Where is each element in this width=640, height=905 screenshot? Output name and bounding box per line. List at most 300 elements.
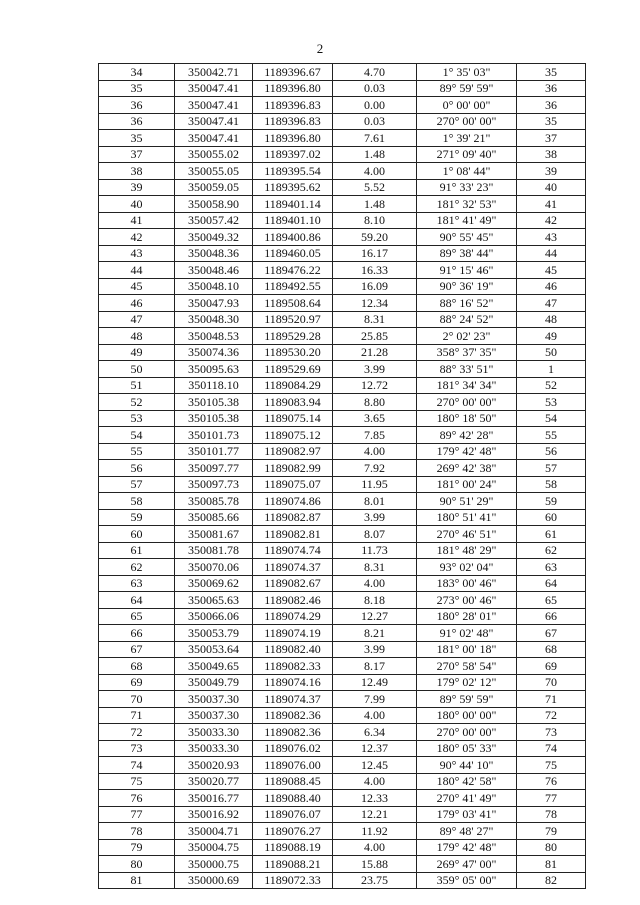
point-number-cell: 36 [99,113,175,130]
table-row [99,526,586,543]
bearing-cell: 88° 16' 52" [417,295,517,312]
y-coordinate-cell: 1189396.80 [253,80,333,97]
point-number-cell: 57 [99,476,175,493]
next-point-cell: 50 [517,344,586,361]
bearing-cell: 89° 59' 59" [417,80,517,97]
bearing-cell: 90° 44' 10" [417,757,517,774]
point-number-cell: 56 [99,460,175,477]
bearing-cell: 88° 33' 51" [417,361,517,378]
next-point-cell: 56 [517,443,586,460]
bearing-cell: 89° 48' 27" [417,823,517,840]
x-coordinate-cell: 350081.78 [175,542,253,559]
distance-cell: 16.09 [333,278,417,295]
bearing-cell: 269° 42' 38" [417,460,517,477]
table-row [99,476,586,493]
bearing-cell: 181° 32' 53" [417,196,517,213]
next-point-cell: 71 [517,691,586,708]
x-coordinate-cell: 350097.77 [175,460,253,477]
bearing-cell: 181° 41' 49" [417,212,517,229]
y-coordinate-cell: 1189082.67 [253,575,333,592]
bearing-cell: 270° 46' 51" [417,526,517,543]
next-point-cell: 58 [517,476,586,493]
table-row [99,509,586,526]
distance-cell: 8.31 [333,559,417,576]
x-coordinate-cell: 350042.71 [175,64,253,81]
bearing-cell: 91° 02' 48" [417,625,517,642]
distance-cell: 4.00 [333,575,417,592]
x-coordinate-cell: 350057.42 [175,212,253,229]
y-coordinate-cell: 1189520.97 [253,311,333,328]
x-coordinate-cell: 350055.02 [175,146,253,163]
y-coordinate-cell: 1189396.83 [253,113,333,130]
point-number-cell: 69 [99,674,175,691]
next-point-cell: 38 [517,146,586,163]
table-row [99,163,586,180]
next-point-cell: 73 [517,724,586,741]
point-number-cell: 36 [99,97,175,114]
table-row [99,97,586,114]
y-coordinate-cell: 1189396.67 [253,64,333,81]
point-number-cell: 49 [99,344,175,361]
y-coordinate-cell: 1189082.99 [253,460,333,477]
table-row [99,724,586,741]
point-number-cell: 59 [99,509,175,526]
y-coordinate-cell: 1189401.10 [253,212,333,229]
next-point-cell: 39 [517,163,586,180]
table-row [99,427,586,444]
point-number-cell: 52 [99,394,175,411]
x-coordinate-cell: 350020.77 [175,773,253,790]
point-number-cell: 64 [99,592,175,609]
y-coordinate-cell: 1189074.19 [253,625,333,642]
bearing-cell: 2° 02' 23" [417,328,517,345]
point-number-cell: 60 [99,526,175,543]
distance-cell: 12.45 [333,757,417,774]
table-row [99,542,586,559]
point-number-cell: 39 [99,179,175,196]
x-coordinate-cell: 350004.71 [175,823,253,840]
point-number-cell: 67 [99,641,175,658]
y-coordinate-cell: 1189076.00 [253,757,333,774]
bearing-cell: 359° 05' 00" [417,872,517,889]
table-row [99,344,586,361]
table-row [99,740,586,757]
bearing-cell: 0° 00' 00" [417,97,517,114]
y-coordinate-cell: 1189395.62 [253,179,333,196]
bearing-cell: 270° 00' 00" [417,394,517,411]
point-number-cell: 54 [99,427,175,444]
bearing-cell: 183° 00' 46" [417,575,517,592]
distance-cell: 8.21 [333,625,417,642]
next-point-cell: 67 [517,625,586,642]
x-coordinate-cell: 350033.30 [175,740,253,757]
bearing-cell: 270° 58' 54" [417,658,517,675]
point-number-cell: 78 [99,823,175,840]
y-coordinate-cell: 1189396.83 [253,97,333,114]
next-point-cell: 49 [517,328,586,345]
bearing-cell: 90° 55' 45" [417,229,517,246]
x-coordinate-cell: 350101.73 [175,427,253,444]
coordinates-table [98,63,586,889]
bearing-cell: 270° 00' 00" [417,113,517,130]
table-row [99,212,586,229]
next-point-cell: 81 [517,856,586,873]
y-coordinate-cell: 1189401.14 [253,196,333,213]
table-row [99,278,586,295]
distance-cell: 15.88 [333,856,417,873]
bearing-cell: 90° 51' 29" [417,493,517,510]
table-row [99,872,586,889]
next-point-cell: 60 [517,509,586,526]
x-coordinate-cell: 350074.36 [175,344,253,361]
table-row [99,575,586,592]
y-coordinate-cell: 1189088.40 [253,790,333,807]
x-coordinate-cell: 350048.30 [175,311,253,328]
y-coordinate-cell: 1189072.33 [253,872,333,889]
y-coordinate-cell: 1189082.46 [253,592,333,609]
next-point-cell: 47 [517,295,586,312]
distance-cell: 12.37 [333,740,417,757]
point-number-cell: 70 [99,691,175,708]
y-coordinate-cell: 1189476.22 [253,262,333,279]
y-coordinate-cell: 1189083.94 [253,394,333,411]
x-coordinate-cell: 350065.63 [175,592,253,609]
next-point-cell: 72 [517,707,586,724]
next-point-cell: 77 [517,790,586,807]
y-coordinate-cell: 1189396.80 [253,130,333,147]
bearing-cell: 179° 02' 12" [417,674,517,691]
table-row [99,361,586,378]
next-point-cell: 35 [517,113,586,130]
x-coordinate-cell: 350101.77 [175,443,253,460]
x-coordinate-cell: 350085.78 [175,493,253,510]
next-point-cell: 76 [517,773,586,790]
table-row [99,179,586,196]
next-point-cell: 65 [517,592,586,609]
point-number-cell: 37 [99,146,175,163]
bearing-cell: 181° 48' 29" [417,542,517,559]
next-point-cell: 53 [517,394,586,411]
table-row [99,229,586,246]
bearing-cell: 271° 09' 40" [417,146,517,163]
bearing-cell: 89° 38' 44" [417,245,517,262]
distance-cell: 8.01 [333,493,417,510]
distance-cell: 7.92 [333,460,417,477]
distance-cell: 21.28 [333,344,417,361]
point-number-cell: 76 [99,790,175,807]
x-coordinate-cell: 350047.41 [175,130,253,147]
table-row [99,608,586,625]
table-row [99,691,586,708]
distance-cell: 11.92 [333,823,417,840]
x-coordinate-cell: 350048.53 [175,328,253,345]
y-coordinate-cell: 1189395.54 [253,163,333,180]
table-row [99,113,586,130]
point-number-cell: 51 [99,377,175,394]
x-coordinate-cell: 350049.32 [175,229,253,246]
next-point-cell: 82 [517,872,586,889]
distance-cell: 16.33 [333,262,417,279]
distance-cell: 23.75 [333,872,417,889]
point-number-cell: 74 [99,757,175,774]
y-coordinate-cell: 1189397.02 [253,146,333,163]
table-row [99,394,586,411]
distance-cell: 7.85 [333,427,417,444]
distance-cell: 6.34 [333,724,417,741]
bearing-cell: 181° 00' 24" [417,476,517,493]
next-point-cell: 44 [517,245,586,262]
point-number-cell: 71 [99,707,175,724]
distance-cell: 12.27 [333,608,417,625]
next-point-cell: 40 [517,179,586,196]
y-coordinate-cell: 1189075.07 [253,476,333,493]
point-number-cell: 38 [99,163,175,180]
y-coordinate-cell: 1189082.87 [253,509,333,526]
next-point-cell: 52 [517,377,586,394]
distance-cell: 12.72 [333,377,417,394]
x-coordinate-cell: 350059.05 [175,179,253,196]
distance-cell: 3.65 [333,410,417,427]
point-number-cell: 79 [99,839,175,856]
bearing-cell: 180° 51' 41" [417,509,517,526]
y-coordinate-cell: 1189530.20 [253,344,333,361]
y-coordinate-cell: 1189076.02 [253,740,333,757]
point-number-cell: 62 [99,559,175,576]
bearing-cell: 89° 59' 59" [417,691,517,708]
y-coordinate-cell: 1189400.86 [253,229,333,246]
y-coordinate-cell: 1189492.55 [253,278,333,295]
point-number-cell: 42 [99,229,175,246]
distance-cell: 4.00 [333,773,417,790]
next-point-cell: 78 [517,806,586,823]
distance-cell: 12.21 [333,806,417,823]
next-point-cell: 59 [517,493,586,510]
point-number-cell: 75 [99,773,175,790]
distance-cell: 4.00 [333,443,417,460]
y-coordinate-cell: 1189074.29 [253,608,333,625]
x-coordinate-cell: 350049.79 [175,674,253,691]
table-row [99,262,586,279]
bearing-cell: 91° 15' 46" [417,262,517,279]
y-coordinate-cell: 1189508.64 [253,295,333,312]
next-point-cell: 69 [517,658,586,675]
next-point-cell: 68 [517,641,586,658]
point-number-cell: 48 [99,328,175,345]
y-coordinate-cell: 1189082.36 [253,724,333,741]
distance-cell: 0.03 [333,113,417,130]
distance-cell: 4.00 [333,839,417,856]
y-coordinate-cell: 1189076.07 [253,806,333,823]
distance-cell: 12.34 [333,295,417,312]
table-row [99,559,586,576]
point-number-cell: 46 [99,295,175,312]
table-row [99,856,586,873]
distance-cell: 11.95 [333,476,417,493]
y-coordinate-cell: 1189082.97 [253,443,333,460]
x-coordinate-cell: 350105.38 [175,394,253,411]
distance-cell: 3.99 [333,641,417,658]
distance-cell: 25.85 [333,328,417,345]
next-point-cell: 64 [517,575,586,592]
point-number-cell: 73 [99,740,175,757]
bearing-cell: 1° 39' 21" [417,130,517,147]
next-point-cell: 61 [517,526,586,543]
distance-cell: 0.00 [333,97,417,114]
bearing-cell: 180° 05' 33" [417,740,517,757]
x-coordinate-cell: 350020.93 [175,757,253,774]
bearing-cell: 1° 08' 44" [417,163,517,180]
table-row [99,410,586,427]
x-coordinate-cell: 350016.92 [175,806,253,823]
point-number-cell: 68 [99,658,175,675]
y-coordinate-cell: 1189082.33 [253,658,333,675]
bearing-cell: 91° 33' 23" [417,179,517,196]
table-row [99,328,586,345]
y-coordinate-cell: 1189082.40 [253,641,333,658]
next-point-cell: 63 [517,559,586,576]
y-coordinate-cell: 1189074.74 [253,542,333,559]
x-coordinate-cell: 350048.46 [175,262,253,279]
next-point-cell: 36 [517,97,586,114]
bearing-cell: 90° 36' 19" [417,278,517,295]
bearing-cell: 93° 02' 04" [417,559,517,576]
coordinates-table-body [99,64,586,889]
point-number-cell: 81 [99,872,175,889]
point-number-cell: 80 [99,856,175,873]
next-point-cell: 46 [517,278,586,295]
table-row [99,295,586,312]
point-number-cell: 35 [99,130,175,147]
point-number-cell: 34 [99,64,175,81]
bearing-cell: 180° 00' 00" [417,707,517,724]
x-coordinate-cell: 350053.79 [175,625,253,642]
point-number-cell: 44 [99,262,175,279]
bearing-cell: 179° 42' 48" [417,443,517,460]
table-row [99,790,586,807]
y-coordinate-cell: 1189076.27 [253,823,333,840]
distance-cell: 0.03 [333,80,417,97]
x-coordinate-cell: 350058.90 [175,196,253,213]
x-coordinate-cell: 350053.64 [175,641,253,658]
next-point-cell: 42 [517,212,586,229]
y-coordinate-cell: 1189529.28 [253,328,333,345]
point-number-cell: 43 [99,245,175,262]
bearing-cell: 270° 00' 00" [417,724,517,741]
point-number-cell: 40 [99,196,175,213]
x-coordinate-cell: 350047.93 [175,295,253,312]
x-coordinate-cell: 350033.30 [175,724,253,741]
point-number-cell: 50 [99,361,175,378]
next-point-cell: 37 [517,130,586,147]
table-row [99,443,586,460]
x-coordinate-cell: 350004.75 [175,839,253,856]
table-row [99,707,586,724]
y-coordinate-cell: 1189074.16 [253,674,333,691]
x-coordinate-cell: 350105.38 [175,410,253,427]
distance-cell: 5.52 [333,179,417,196]
table-row [99,592,586,609]
distance-cell: 8.17 [333,658,417,675]
table-row [99,130,586,147]
y-coordinate-cell: 1189082.81 [253,526,333,543]
x-coordinate-cell: 350047.41 [175,97,253,114]
table-row [99,64,586,81]
table-row [99,658,586,675]
distance-cell: 3.99 [333,361,417,378]
bearing-cell: 179° 42' 48" [417,839,517,856]
bearing-cell: 1° 35' 03" [417,64,517,81]
point-number-cell: 61 [99,542,175,559]
point-number-cell: 63 [99,575,175,592]
table-row [99,625,586,642]
point-number-cell: 55 [99,443,175,460]
bearing-cell: 181° 34' 34" [417,377,517,394]
table-row [99,460,586,477]
table-row [99,641,586,658]
next-point-cell: 75 [517,757,586,774]
bearing-cell: 89° 42' 28" [417,427,517,444]
next-point-cell: 57 [517,460,586,477]
x-coordinate-cell: 350085.66 [175,509,253,526]
table-row [99,674,586,691]
next-point-cell: 54 [517,410,586,427]
distance-cell: 12.49 [333,674,417,691]
distance-cell: 1.48 [333,146,417,163]
distance-cell: 7.99 [333,691,417,708]
table-row [99,196,586,213]
x-coordinate-cell: 350037.30 [175,691,253,708]
y-coordinate-cell: 1189529.69 [253,361,333,378]
y-coordinate-cell: 1189088.21 [253,856,333,873]
y-coordinate-cell: 1189075.12 [253,427,333,444]
bearing-cell: 270° 41' 49" [417,790,517,807]
y-coordinate-cell: 1189075.14 [253,410,333,427]
table-row [99,245,586,262]
distance-cell: 8.10 [333,212,417,229]
next-point-cell: 79 [517,823,586,840]
y-coordinate-cell: 1189088.45 [253,773,333,790]
x-coordinate-cell: 350048.10 [175,278,253,295]
table-row [99,839,586,856]
y-coordinate-cell: 1189074.86 [253,493,333,510]
point-number-cell: 65 [99,608,175,625]
table-row [99,806,586,823]
y-coordinate-cell: 1189074.37 [253,559,333,576]
x-coordinate-cell: 350000.69 [175,872,253,889]
x-coordinate-cell: 350037.30 [175,707,253,724]
bearing-cell: 181° 00' 18" [417,641,517,658]
next-point-cell: 66 [517,608,586,625]
distance-cell: 8.18 [333,592,417,609]
x-coordinate-cell: 350070.06 [175,559,253,576]
x-coordinate-cell: 350000.75 [175,856,253,873]
x-coordinate-cell: 350081.67 [175,526,253,543]
point-number-cell: 41 [99,212,175,229]
distance-cell: 12.33 [333,790,417,807]
table-row [99,757,586,774]
distance-cell: 4.00 [333,163,417,180]
distance-cell: 11.73 [333,542,417,559]
point-number-cell: 45 [99,278,175,295]
bearing-cell: 358° 37' 35" [417,344,517,361]
table-row [99,377,586,394]
bearing-cell: 88° 24' 52" [417,311,517,328]
point-number-cell: 72 [99,724,175,741]
y-coordinate-cell: 1189074.37 [253,691,333,708]
point-number-cell: 47 [99,311,175,328]
distance-cell: 1.48 [333,196,417,213]
next-point-cell: 62 [517,542,586,559]
